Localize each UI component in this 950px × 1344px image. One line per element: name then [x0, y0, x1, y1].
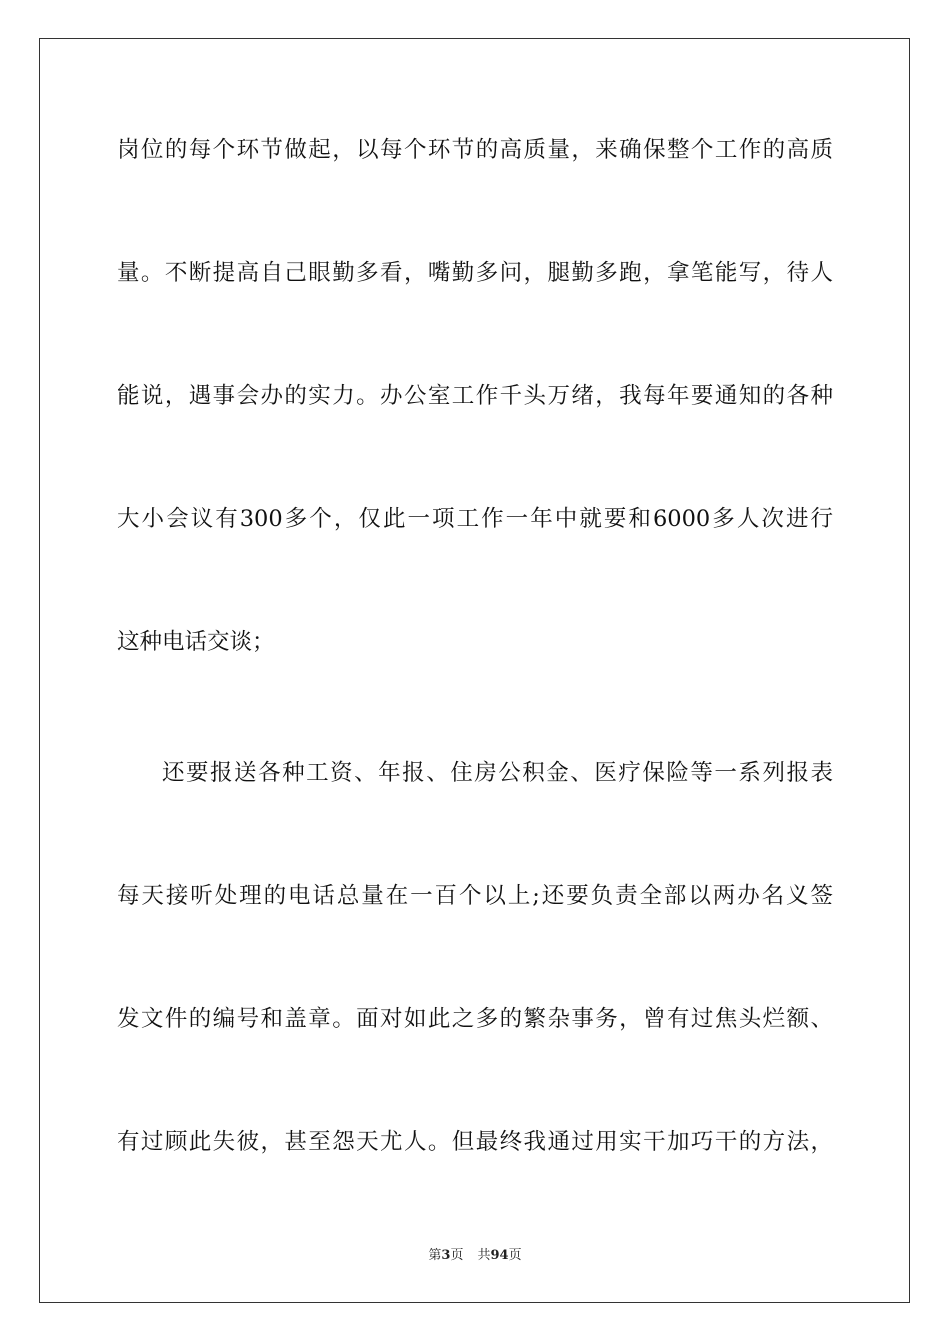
- total-pages: 94: [490, 1248, 509, 1263]
- page-prefix: 第: [428, 1248, 442, 1263]
- text-line: 有过顾此失彼，甚至怨天尤人。但最终我通过用实干加巧干的方法，: [117, 1129, 833, 1155]
- text-line: 每天接听处理的电话总量在一百个以上;还要负责全部以两办名义签: [117, 883, 833, 909]
- page-footer: [0, 1247, 950, 1265]
- text-line: 量。不断提高自己眼勤多看，嘴勤多问，腿勤多跑，拿笔能写，待人: [117, 260, 833, 286]
- text-line: 大小会议有300多个，仅此一项工作一年中就要和6000多人次进行: [117, 506, 833, 532]
- page-number: 3: [441, 1248, 451, 1263]
- text-line: 发文件的编号和盖章。面对如此之多的繁杂事务，曾有过焦头烂额、: [117, 1006, 833, 1032]
- page-border: [39, 38, 910, 1303]
- paragraph-first-line: 还要报送各种工资、年报、住房公积金、医疗保险等一系列报表: [162, 760, 833, 786]
- total-prefix: 共: [477, 1248, 491, 1263]
- text-line: 这种电话交谈；: [117, 629, 275, 655]
- total-suffix: 页: [508, 1248, 522, 1263]
- text-line: 岗位的每个环节做起，以每个环节的高质量，来确保整个工作的高质: [117, 137, 833, 163]
- text-line: 能说，遇事会办的实力。办公室工作千头万绪，我每年要通知的各种: [117, 383, 833, 409]
- page-suffix: 页: [450, 1248, 464, 1263]
